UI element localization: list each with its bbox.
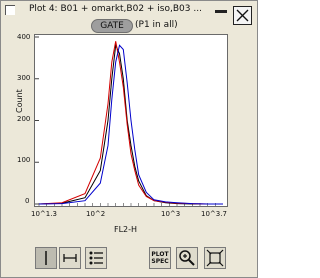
plot-spec-label: PLOT <box>151 251 169 258</box>
zoom-button[interactable] <box>176 247 198 269</box>
y-tick-label: 300 <box>17 74 31 82</box>
gate-button[interactable]: GATE <box>91 19 133 33</box>
zoom-icon <box>177 248 197 268</box>
window-title: Plot 4: B01 + omarkt,B02 + iso,B03 ... <box>29 4 202 14</box>
range-icon <box>60 248 80 268</box>
x-tick-label: 10^3.7 <box>201 210 227 218</box>
list-icon <box>86 248 106 268</box>
y-tick-label: 0 <box>25 197 30 205</box>
plot-spec-label: SPEC <box>151 258 169 265</box>
y-tick-label: 200 <box>17 115 31 123</box>
histogram-plot <box>35 35 227 206</box>
vertical-gate-button[interactable] <box>35 247 57 269</box>
x-tick-label: 10^2 <box>86 210 106 218</box>
gate-status: (P1 in all) <box>135 20 178 30</box>
y-tick-label: 400 <box>17 33 31 41</box>
histogram-series-2 <box>39 45 223 204</box>
fit-view-icon <box>205 248 225 268</box>
y-tick-label: 100 <box>17 156 31 164</box>
fit-view-button[interactable] <box>204 247 226 269</box>
x-axis-label: FL2-H <box>114 225 138 234</box>
gate-row <box>1 18 257 32</box>
minimize-button[interactable] <box>215 10 227 13</box>
vertical-line-icon <box>36 248 56 268</box>
histogram-series-0 <box>39 45 223 204</box>
plot-spec-button[interactable] <box>149 247 171 269</box>
list-button[interactable] <box>85 247 107 269</box>
x-tick-label: 10^3 <box>161 210 181 218</box>
range-gate-button[interactable] <box>59 247 81 269</box>
title-bar <box>1 1 257 16</box>
plot-toolbar <box>1 243 257 273</box>
x-tick-label: 10^1.3 <box>31 210 57 218</box>
plot-area[interactable] <box>34 34 228 207</box>
y-axis-label: Count <box>15 89 24 113</box>
window-checkbox[interactable] <box>5 5 15 15</box>
